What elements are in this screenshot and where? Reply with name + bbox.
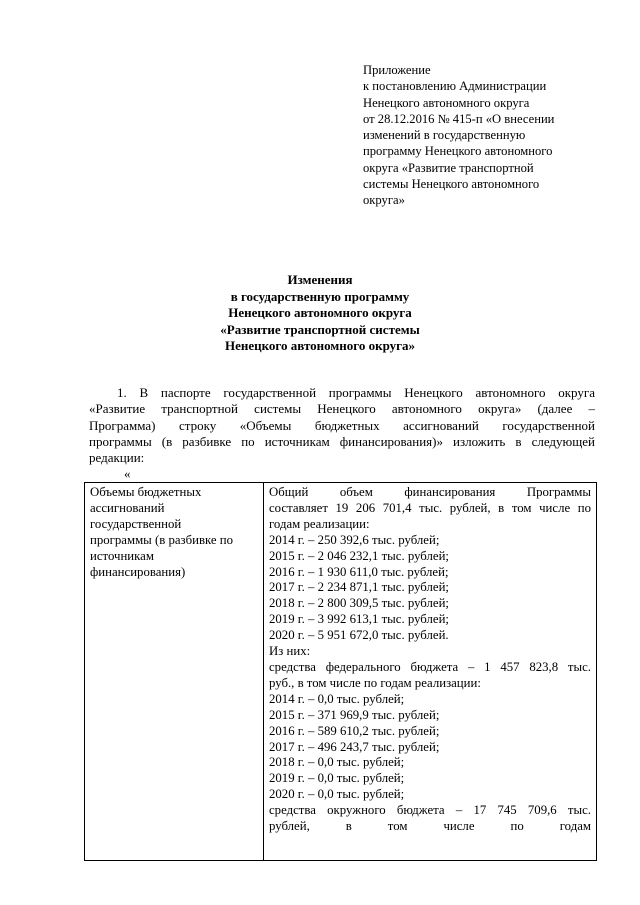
paragraph-line: редакции:	[89, 450, 145, 466]
appendix-line: Приложение	[363, 63, 431, 77]
financing-table	[84, 482, 597, 861]
value-line: 2017 г. – 496 243,7 тыс. рублей;	[269, 739, 440, 754]
value-line: 2018 г. – 2 800 309,5 тыс. рублей;	[269, 596, 449, 611]
title-line: «Развитие транспортной системы	[220, 321, 420, 337]
value-line: 2016 г. – 589 610,2 тыс. рублей;	[269, 723, 440, 738]
value-line: составляет 19 206 701,4 тыс. рублей, в том числе по	[269, 500, 591, 515]
paragraph-line: Программа) строку «Объемы бюджетных ассигнований государственной	[89, 417, 595, 433]
value-line: 2016 г. – 1 930 611,0 тыс. рублей;	[269, 564, 449, 579]
value-line: 2019 г. – 0,0 тыс. рублей;	[269, 771, 405, 786]
value-line: Общий объем финансирования Программы	[269, 485, 591, 499]
value-line: 2020 г. – 0,0 тыс. рублей;	[269, 787, 405, 802]
appendix-line: программу Ненецкого автономного	[363, 144, 553, 159]
label-line: ассигнований	[90, 500, 165, 515]
opening-quote: «	[124, 466, 131, 481]
title-line: Ненецкого автономного округа»	[224, 338, 416, 354]
appendix-line: от 28.12.2016 № 415-п «О внесении	[363, 111, 555, 126]
paragraph-line: программы (в разбивке по источникам финансирования)» изложить в следующей	[89, 433, 595, 449]
value-line: 2020 г. – 5 951 672,0 тыс. рублей.	[269, 628, 449, 643]
appendix-header	[363, 62, 603, 209]
value-line: средства федерального бюджета – 1 457 823,8 тыс.	[269, 659, 591, 674]
value-line: 2018 г. – 0,0 тыс. рублей;	[269, 755, 405, 770]
table-cell-label	[85, 483, 264, 861]
value-line: 2019 г. – 3 992 613,1 тыс. рублей;	[269, 612, 449, 627]
paragraph-line: 1. В паспорте государственной программы Ненецкого автономного округа	[117, 385, 595, 400]
value-line: 2014 г. – 0,0 тыс. рублей;	[269, 691, 405, 706]
value-line: руб., в том числе по годам реализации:	[269, 675, 481, 690]
paragraph-line: «Развитие транспортной системы Ненецкого автономного округа» (далее –	[89, 401, 595, 417]
label-line: финансирования)	[90, 564, 186, 579]
table-row	[85, 483, 597, 861]
value-line: средства окружного бюджета – 17 745 709,6 тыс.	[269, 803, 591, 818]
appendix-line: изменений в государственную	[363, 128, 526, 143]
appendix-line: округа»	[363, 193, 405, 208]
label-line: источникам	[90, 548, 154, 563]
appendix-line: округа «Развитие транспортной	[363, 160, 534, 175]
value-line: годам реализации:	[269, 516, 370, 531]
value-line: 2015 г. – 2 046 232,1 тыс. рублей;	[269, 548, 449, 563]
label-line: государственной	[90, 516, 182, 531]
document-title	[120, 272, 520, 355]
label-line: Объемы бюджетных	[90, 485, 202, 499]
title-line: в государственную программу	[230, 288, 410, 304]
body-paragraph	[89, 385, 595, 466]
value-line: Из них:	[269, 644, 311, 659]
value-line: рублей, в том числе по годам	[269, 819, 591, 834]
appendix-line: Ненецкого автономного округа	[363, 95, 530, 110]
value-line: 2014 г. – 250 392,6 тыс. рублей;	[269, 532, 440, 547]
title-line: Изменения	[287, 272, 353, 287]
value-line: 2017 г. – 2 234 871,1 тыс. рублей;	[269, 580, 449, 595]
table-cell-value	[264, 483, 597, 861]
value-line: 2015 г. – 371 969,9 тыс. рублей;	[269, 707, 440, 722]
appendix-line: к постановлению Администрации	[363, 79, 547, 94]
appendix-line: системы Ненецкого автономного	[363, 177, 540, 192]
title-line: Ненецкого автономного округа	[228, 305, 412, 321]
label-line: программы (в разбивке по	[90, 532, 234, 547]
